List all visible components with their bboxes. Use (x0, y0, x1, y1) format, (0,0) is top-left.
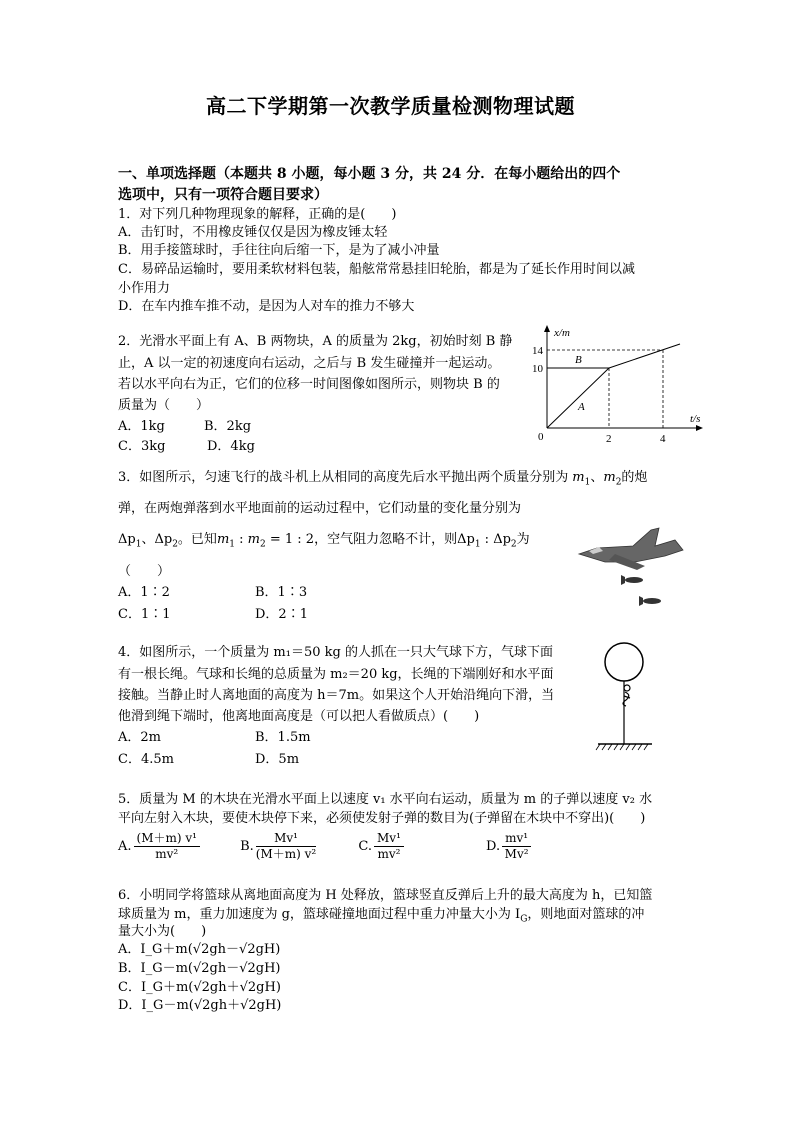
q4-option-a: A．2m (118, 730, 161, 745)
graph-ylabel: x/m (554, 327, 570, 339)
xt-graph (520, 322, 710, 452)
q4-option-b: B．1.5m (255, 730, 311, 745)
q4-stem-2: 有一根长绳。气球和长绳的总质量为 m₂＝20 kg，长绳的下端刚好和水平面 (118, 667, 554, 682)
q3-stem-3-b: ，空气阻力忽略不计，则 (314, 532, 458, 547)
bomb-2 (639, 596, 661, 606)
q3-stem-3-c: 为 (516, 532, 530, 547)
q2-option-d: D．4kg (207, 439, 255, 454)
balloon-figure (590, 640, 660, 752)
graph-tick-10: 10 (532, 363, 543, 375)
q2-option-c: C．3kg (118, 439, 166, 454)
graph-origin: 0 (538, 431, 544, 443)
q6-option-a: A．I_G＋m(√2gh－√2gH) (118, 942, 281, 957)
graph-tick-14: 14 (532, 345, 543, 357)
q5-option-a: A. $\frac{\text{(M＋m) v¹}}{\text{mv²}}$ (118, 839, 202, 854)
q6-option-b: B．I_G－m(√2gh－√2gH) (118, 961, 281, 976)
q6-option-d: D．I_G－m(√2gh＋√2gH) (118, 998, 282, 1013)
q2-stem-1: 2．光滑水平面上有 A、B 两物块，A 的质量为 2kg，初始时刻 B 静 (118, 334, 513, 349)
q3-paren: （ ） (118, 564, 171, 579)
q3-stem-1-text: 3．如图所示，匀速飞行的战斗机上从相同的高度先后水平抛出两个质量分别为 (118, 470, 569, 485)
q3-stem-2: 弹，在两炮弹落到水平地面前的运动过程中，它们动量的变化量分别为 (118, 501, 522, 516)
q3-m2: m (603, 470, 616, 485)
graph-label-a: A (578, 401, 585, 413)
section-header: 一、单项选择题（本题共 8 小题，每小题 3 分，共 24 分．在每小题给出的四个 (118, 166, 621, 182)
page-title: 高二下学期第一次教学质量检测物理试题 (206, 94, 575, 118)
q1-stem: 1．对下列几种物理现象的解释，正确的是( ) (118, 207, 397, 222)
q3-option-a: A．1∶2 (118, 585, 170, 600)
q4-stem-1: 4．如图所示，一个质量为 m₁＝50 kg 的人抓在一只大气球下方，气球下面 (118, 645, 553, 660)
q1-option-d: D．在车内推车推不动，是因为人对车的推力不够大 (118, 299, 415, 314)
balloon-icon (605, 643, 643, 681)
q6-stem-3: 量大小为( ) (118, 924, 207, 939)
q3-stem-3: $\Delta p_1$、$\Delta p_2$。已知$m_1$ : $m_2 = 1$ : 2，空气阻力忽略不计，则$\Delta p_1$ : $\Delta p_2$为 (118, 532, 530, 550)
q2-stem-2: 止，A 以一定的初速度向右运动，之后与 B 发生碰撞并一起运动。 (118, 356, 501, 371)
graph-label-b: B (575, 354, 582, 366)
q3-stem-1-end: 的炮 (621, 470, 648, 485)
q3-stem-1: 3．如图所示，匀速飞行的战斗机上从相同的高度先后水平抛出两个质量分别为 $m_1$、$m_2$的炮 (118, 470, 648, 488)
q3-ratio-m2: m (247, 532, 260, 547)
q3-dp1b: Δp (457, 532, 475, 547)
q4-option-d: D．5m (255, 752, 300, 767)
q1-option-c-cont: 小作用力 (118, 281, 171, 296)
q3-option-c: C．1∶1 (118, 607, 171, 622)
q2-option-a: A．1kg (118, 419, 165, 434)
q1-option-c: C．易碎品运输时，要用柔软材料包装，船舷常常悬挂旧轮胎，都是为了延长作用时间以减 (118, 262, 635, 277)
q4-option-c: C．4.5m (118, 752, 174, 767)
q3-option-d: D．2∶1 (255, 607, 308, 622)
q4-stem-3: 接触。当静止时人离地面的高度为 h＝7m。如果这个人开始沿绳向下滑，当 (118, 688, 555, 703)
q3-option-b: B．1∶3 (255, 585, 308, 600)
graph-xlabel: t/s (690, 413, 701, 425)
q5-options (118, 827, 533, 867)
q1-option-b: B．用手接篮球时，手往往向后缩一下，是为了减小冲量 (118, 243, 440, 258)
q6-stem-1: 6．小明同学将篮球从离地面高度为 H 处释放，篮球竖直反弹后上升的最大高度为 h，已知篮 (118, 888, 653, 903)
q5-stem-1: 5．质量为 M 的木块在光滑水平面上以速度 v₁ 水平向右运动，质量为 m 的子弹以速度 v₂ 水 (118, 792, 653, 807)
graph-line-ab (609, 344, 680, 368)
q4-stem-4: 他滑到绳下端时，他离地面高度是（可以把人看做质点）( ) (118, 709, 480, 724)
q6-stem-2: 球质量为 m，重力加速度为 g，篮球碰撞地面过程中重力冲量大小为 $I_G$，则地面对篮球的冲 (118, 907, 645, 925)
q5-option-d: D. $\frac{\text{mv¹}}{\text{Mv²}}$ (486, 839, 533, 854)
q3-dp2: Δp (154, 532, 173, 547)
q3-m1: m (572, 470, 585, 485)
q5-stem-2: 平向左射入木块，要使木块停下来，必须使发射子弹的数目为(子弹留在木块中不穿出)( ) (118, 811, 646, 826)
q3-stem-3-a: 。已知 (177, 532, 217, 547)
q3-ratio-m1: m (216, 532, 230, 547)
q5-option-b: B. $\frac{\text{Mv¹}}{\text{(M＋m) v²}}$ (240, 831, 317, 861)
q6-option-c: C．I_G＋m(√2gh＋√2gH) (118, 980, 281, 995)
q2-stem-4: 质量为（ ） (118, 398, 210, 413)
graph-tick-4: 4 (660, 433, 666, 445)
fighter-jet-icon (575, 520, 690, 610)
q2-stem-3: 若以水平向右为正，它们的位移一时间图像如图所示，则物块 B 的 (118, 377, 500, 392)
q3-dp1: Δp (118, 532, 136, 547)
bomb-1 (621, 575, 643, 585)
section-header-cont: 选项中，只有一项符合题目要求） (118, 187, 328, 203)
q2-option-b: B．2kg (204, 419, 252, 434)
q3-ratio: = 1 : 2 (269, 532, 315, 547)
q1-option-a: A．击钉时，不用橡皮锤仅仅是因为橡皮锤太轻 (118, 225, 388, 240)
graph-tick-2: 2 (606, 433, 612, 445)
q3-dp2b: Δp (493, 532, 511, 547)
q5-option-c: C. $\frac{\text{Mv¹}}{\text{mv²}}$ (358, 839, 406, 854)
graph-line-a (547, 368, 609, 428)
